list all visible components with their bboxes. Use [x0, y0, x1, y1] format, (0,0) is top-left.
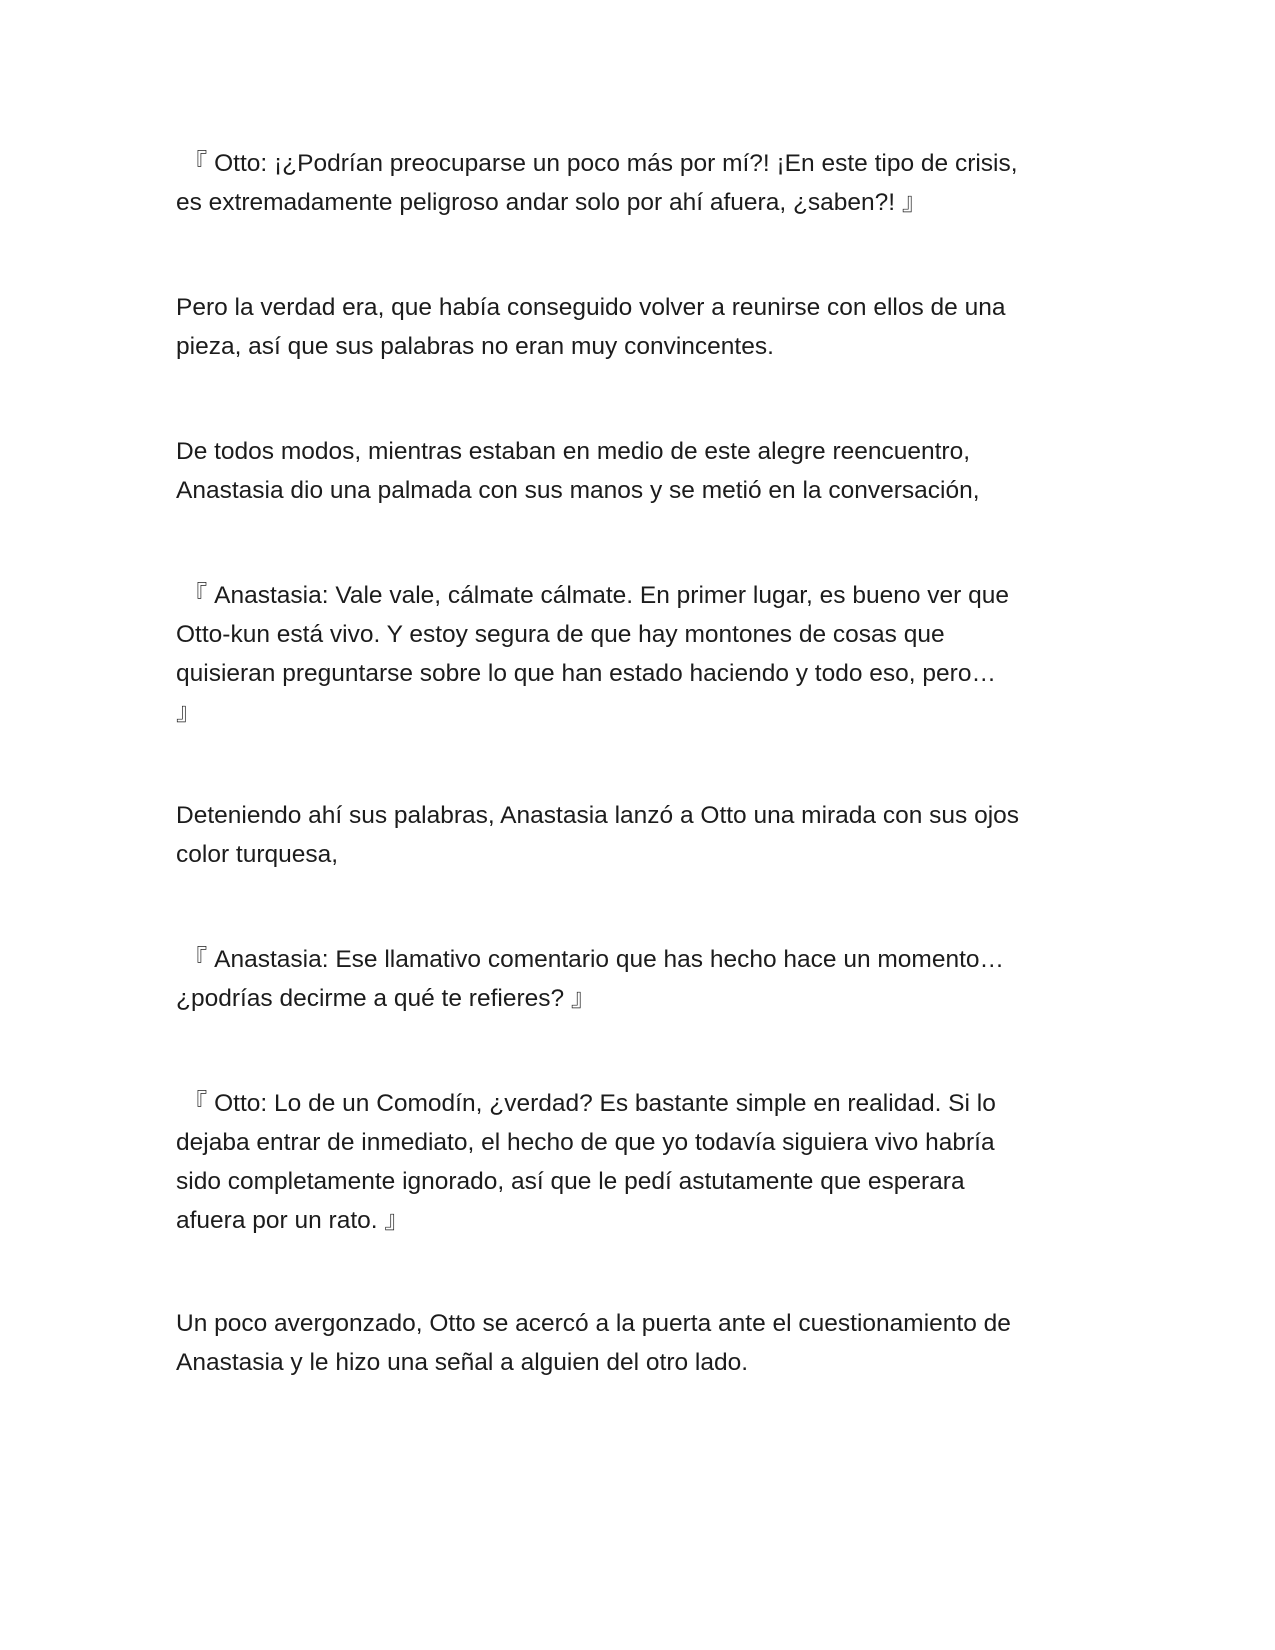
text-line: dejaba entrar de inmediato, el hecho de que yo todavía siguiera vivo habría — [176, 1129, 995, 1156]
text-line: ¿podrías decirme a qué te refieres? 』 — [176, 985, 596, 1012]
paragraph-narration-2 — [176, 432, 1096, 510]
text-line: pieza, así que sus palabras no eran muy convincentes. — [176, 333, 774, 360]
text-line: 『 Otto: Lo de un Comodín, ¿verdad? Es bastante simple en realidad. Si lo — [176, 1090, 996, 1117]
text-line: Deteniendo ahí sus palabras, Anastasia lanzó a Otto una mirada con sus ojos — [176, 802, 1020, 829]
text-line: afuera por un rato. 』 — [176, 1207, 409, 1234]
text-line: 』 — [176, 699, 201, 726]
paragraph-anastasia-dialogue-1 — [176, 576, 1096, 732]
text-line: Anastasia y le hizo una señal a alguien del otro lado. — [176, 1349, 749, 1376]
paragraph-narration-3 — [176, 796, 1096, 874]
paragraph-narration-4 — [176, 1304, 1096, 1382]
paragraph-narration-1 — [176, 288, 1096, 366]
paragraph-anastasia-dialogue-2 — [176, 940, 1096, 1018]
text-line: es extremadamente peligroso andar solo por ahí afuera, ¿saben?! 』 — [176, 189, 927, 216]
text-line: 『 Otto: ¡¿Podrían preocuparse un poco más por mí?! ¡En este tipo de crisis, — [176, 150, 1018, 177]
text-line: quisieran preguntarse sobre lo que han estado haciendo y todo eso, pero… — [176, 660, 996, 687]
paragraph-otto-dialogue-2 — [176, 1084, 1096, 1240]
text-line: color turquesa, — [176, 841, 339, 868]
paragraph-otto-dialogue-1 — [176, 144, 1096, 222]
text-line: Pero la verdad era, que había conseguido volver a reunirse con ellos de una — [176, 294, 1006, 321]
text-line: Un poco avergonzado, Otto se acercó a la puerta ante el cuestionamiento de — [176, 1310, 1011, 1337]
text-line: Otto-kun está vivo. Y estoy segura de que hay montones de cosas que — [176, 621, 945, 648]
text-line: 『 Anastasia: Ese llamativo comentario que has hecho hace un momento… — [176, 946, 1004, 973]
text-line: Anastasia dio una palmada con sus manos y se metió en la conversación, — [176, 477, 980, 504]
text-line: 『 Anastasia: Vale vale, cálmate cálmate. En primer lugar, es bueno ver que — [176, 582, 1009, 609]
text-line: sido completamente ignorado, así que le pedí astutamente que esperara — [176, 1168, 965, 1195]
text-line: De todos modos, mientras estaban en medio de este alegre reencuentro, — [176, 438, 971, 465]
